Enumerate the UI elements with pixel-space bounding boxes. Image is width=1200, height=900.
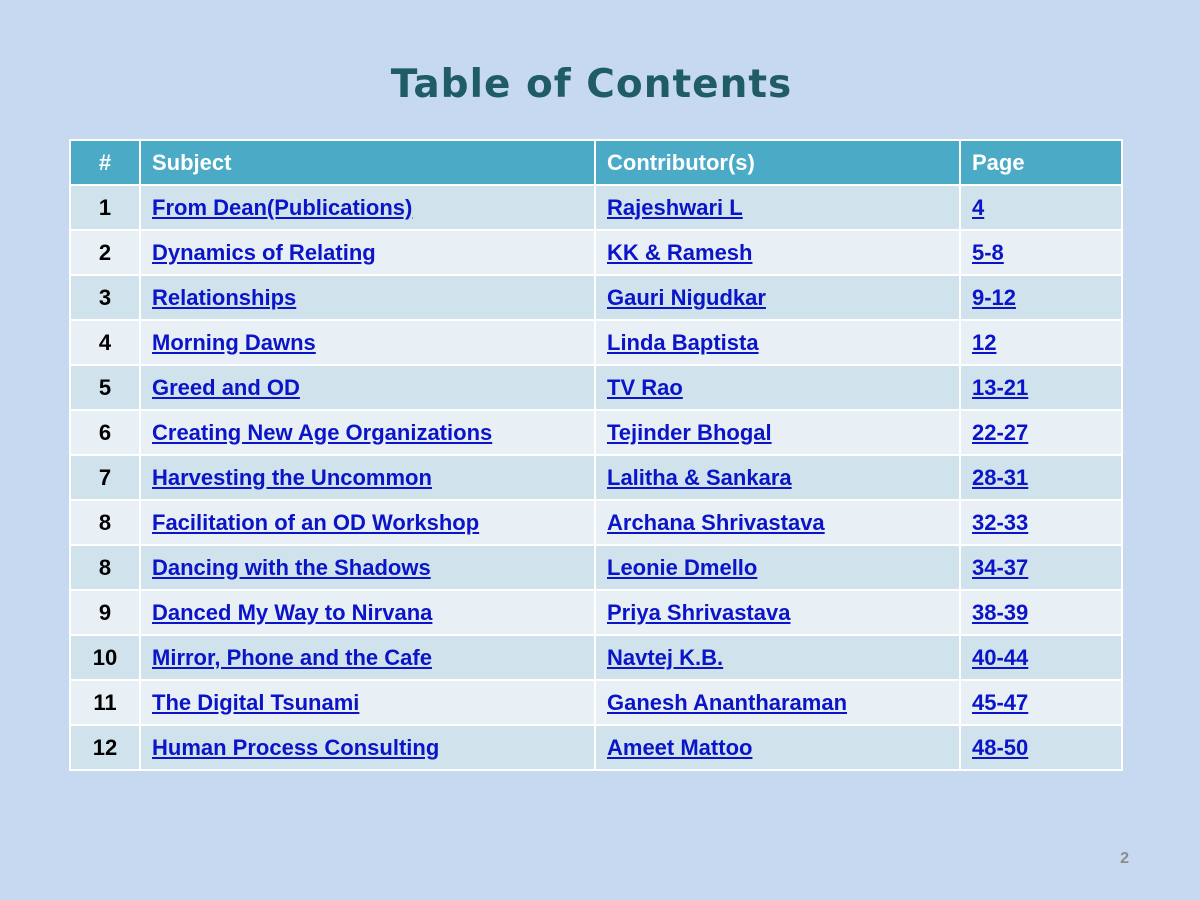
cell-page — [960, 500, 1122, 545]
cell-contributor — [595, 680, 960, 725]
cell-page — [960, 320, 1122, 365]
page-link[interactable]: 12 — [972, 329, 997, 355]
entry-number: 5 — [70, 365, 140, 410]
entry-number: 4 — [70, 320, 140, 365]
subject-link[interactable]: Dancing with the Shadows — [152, 554, 431, 580]
table-header-row — [70, 140, 1122, 185]
cell-subject — [140, 320, 595, 365]
cell-subject — [140, 545, 595, 590]
subject-link[interactable]: The Digital Tsunami — [152, 689, 360, 715]
entry-number: 9 — [70, 590, 140, 635]
entry-number: 6 — [70, 410, 140, 455]
cell-page — [960, 365, 1122, 410]
subject-link[interactable]: Creating New Age Organizations — [152, 419, 493, 445]
entry-number: 1 — [70, 185, 140, 230]
contributor-link[interactable]: Ameet Mattoo — [607, 734, 753, 760]
subject-link[interactable]: Relationships — [152, 284, 297, 310]
cell-page — [960, 680, 1122, 725]
contributor-link[interactable]: Leonie Dmello — [607, 554, 758, 580]
cell-contributor — [595, 365, 960, 410]
cell-subject — [140, 365, 595, 410]
entry-number: 3 — [70, 275, 140, 320]
page-link[interactable]: 38-39 — [972, 599, 1029, 625]
table-row — [70, 365, 1122, 410]
cell-page — [960, 545, 1122, 590]
cell-subject — [140, 410, 595, 455]
table-row — [70, 185, 1122, 230]
page-link[interactable]: 28-31 — [972, 464, 1029, 490]
cell-subject — [140, 635, 595, 680]
contributor-link[interactable]: Priya Shrivastava — [607, 599, 791, 625]
table-body — [70, 185, 1122, 770]
cell-contributor — [595, 500, 960, 545]
entry-number: 8 — [70, 545, 140, 590]
contributor-link[interactable]: Tejinder Bhogal — [607, 419, 772, 445]
entry-number: 12 — [70, 725, 140, 770]
cell-contributor — [595, 635, 960, 680]
cell-contributor — [595, 545, 960, 590]
table-row — [70, 545, 1122, 590]
page-title: Table of Contents — [390, 62, 793, 107]
contributor-link[interactable]: KK & Ramesh — [607, 239, 753, 265]
cell-page — [960, 230, 1122, 275]
cell-subject — [140, 275, 595, 320]
cell-page — [960, 185, 1122, 230]
page-link[interactable]: 5-8 — [972, 239, 1004, 265]
subject-link[interactable]: Mirror, Phone and the Cafe — [152, 644, 432, 670]
cell-contributor — [595, 230, 960, 275]
page-link[interactable]: 9-12 — [972, 284, 1017, 310]
page-link[interactable]: 40-44 — [972, 644, 1029, 670]
header-page: Page — [960, 140, 1122, 185]
contributor-link[interactable]: Rajeshwari L — [607, 194, 743, 220]
cell-contributor — [595, 275, 960, 320]
header-contributors: Contributor(s) — [595, 140, 960, 185]
contents-table — [69, 139, 1123, 771]
entry-number: 7 — [70, 455, 140, 500]
page-link[interactable]: 48-50 — [972, 734, 1029, 760]
cell-page — [960, 725, 1122, 770]
cell-contributor — [595, 410, 960, 455]
subject-link[interactable]: Dynamics of Relating — [152, 239, 376, 265]
table-row — [70, 275, 1122, 320]
header-subject: Subject — [140, 140, 595, 185]
cell-subject — [140, 185, 595, 230]
cell-subject — [140, 230, 595, 275]
contributor-link[interactable]: Lalitha & Sankara — [607, 464, 792, 490]
subject-link[interactable]: Greed and OD — [152, 374, 300, 400]
cell-subject — [140, 590, 595, 635]
table-row — [70, 230, 1122, 275]
subject-link[interactable]: Facilitation of an OD Workshop — [152, 509, 480, 535]
contributor-link[interactable]: Navtej K.B. — [607, 644, 724, 670]
table-row — [70, 635, 1122, 680]
header-number: # — [70, 140, 140, 185]
page-link[interactable]: 22-27 — [972, 419, 1029, 445]
contributor-link[interactable]: Ganesh Anantharaman — [607, 689, 848, 715]
cell-subject — [140, 500, 595, 545]
table-row — [70, 590, 1122, 635]
table-row — [70, 410, 1122, 455]
cell-subject — [140, 725, 595, 770]
cell-page — [960, 410, 1122, 455]
page-link[interactable]: 45-47 — [972, 689, 1029, 715]
table-row — [70, 320, 1122, 365]
entry-number: 11 — [70, 680, 140, 725]
table-row — [70, 680, 1122, 725]
cell-contributor — [595, 185, 960, 230]
cell-contributor — [595, 590, 960, 635]
page-link[interactable]: 32-33 — [972, 509, 1029, 535]
subject-link[interactable]: Harvesting the Uncommon — [152, 464, 432, 490]
entry-number: 10 — [70, 635, 140, 680]
subject-link[interactable]: From Dean(Publications) — [152, 194, 413, 220]
page-link[interactable]: 4 — [972, 194, 985, 220]
slide-number: 2 — [1120, 850, 1129, 867]
table-row — [70, 725, 1122, 770]
contributor-link[interactable]: Linda Baptista — [607, 329, 759, 355]
contributor-link[interactable]: TV Rao — [607, 374, 683, 400]
page-link[interactable]: 13-21 — [972, 374, 1029, 400]
cell-page — [960, 635, 1122, 680]
contributor-link[interactable]: Gauri Nigudkar — [607, 284, 766, 310]
page-link[interactable]: 34-37 — [972, 554, 1029, 580]
table-row — [70, 455, 1122, 500]
entry-number: 8 — [70, 500, 140, 545]
cell-subject — [140, 680, 595, 725]
cell-subject — [140, 455, 595, 500]
subject-link[interactable]: Danced My Way to Nirvana — [152, 599, 433, 625]
cell-page — [960, 590, 1122, 635]
entry-number: 2 — [70, 230, 140, 275]
table-row — [70, 500, 1122, 545]
subject-link[interactable]: Human Process Consulting — [152, 734, 440, 760]
subject-link[interactable]: Morning Dawns — [152, 329, 316, 355]
cell-contributor — [595, 320, 960, 365]
contributor-link[interactable]: Archana Shrivastava — [607, 509, 825, 535]
cell-contributor — [595, 725, 960, 770]
cell-page — [960, 275, 1122, 320]
cell-contributor — [595, 455, 960, 500]
cell-page — [960, 455, 1122, 500]
